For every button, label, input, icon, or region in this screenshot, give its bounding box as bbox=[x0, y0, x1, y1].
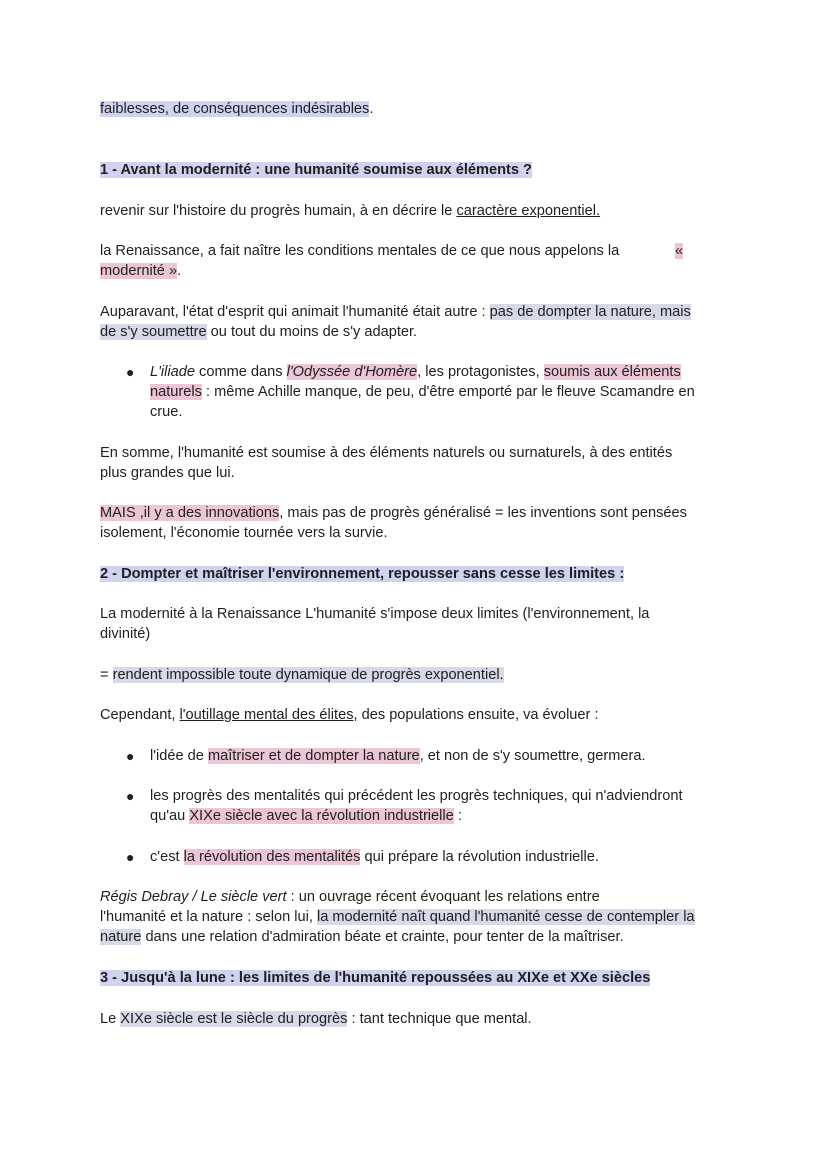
list-item: c'est la révolution des mentalités qui prépare la révolution industrielle. bbox=[150, 849, 599, 865]
list-item: les progrès des mentalités qui précédent les progrès techniques, qui n'adviendront bbox=[150, 788, 683, 804]
paragraph: = rendent impossible toute dynamique de progrès exponentiel. bbox=[100, 667, 504, 683]
quote-mark: « bbox=[675, 243, 684, 259]
highlight: faiblesses, de conséquences indésirables bbox=[100, 101, 370, 117]
paragraph: Le XIXe siècle est le siècle du progrès : tant technique que mental. bbox=[100, 1011, 532, 1027]
paragraph-cont: nature dans une relation d'admiration béate et crainte, pour tenter de la maîtriser. bbox=[100, 929, 624, 945]
section-3-heading: 3 - Jusqu'à la lune : les limites de l'humanité repoussées au XIXe et XXe siècles bbox=[100, 970, 651, 986]
list-item-cont: qu'au XIXe siècle avec la révolution industrielle : bbox=[150, 808, 462, 824]
bullet-dot: ● bbox=[126, 849, 135, 865]
paragraph: Auparavant, l'état d'esprit qui animait l'humanité était autre : pas de dompter la nature, mais bbox=[100, 304, 691, 320]
paragraph: la Renaissance, a fait naître les conditions mentales de ce que nous appelons la bbox=[100, 243, 620, 259]
paragraph-cont: l'humanité et la nature : selon lui, la modernité naît quand l'humanité cesse de contempler la bbox=[100, 909, 695, 925]
list-item: L'iliade comme dans l'Odyssée d'Homère, les protagonistes, soumis aux éléments bbox=[150, 364, 681, 380]
intro-line: faiblesses, de conséquences indésirables. bbox=[100, 101, 374, 117]
paragraph-cont: modernité ». bbox=[100, 263, 182, 279]
paragraph-cont: de s'y soumettre ou tout du moins de s'y adapter. bbox=[100, 324, 418, 340]
paragraph: Cependant, l'outillage mental des élites, des populations ensuite, va évoluer : bbox=[100, 707, 599, 723]
section-1-heading: 1 - Avant la modernité : une humanité soumise aux éléments ? bbox=[100, 162, 532, 178]
paragraph: revenir sur l'histoire du progrès humain, à en décrire le caractère exponentiel. bbox=[100, 203, 601, 219]
list-item-cont: naturels : même Achille manque, de peu, d'être emporté par le fleuve Scamandre en bbox=[150, 384, 695, 400]
paragraph-cont: plus grandes que lui. bbox=[100, 465, 235, 481]
list-item-cont: crue. bbox=[150, 404, 183, 420]
bullet-dot: ● bbox=[126, 788, 135, 804]
paragraph: Régis Debray / Le siècle vert : un ouvrage récent évoquant les relations entre bbox=[100, 889, 600, 905]
paragraph: MAIS ,il y a des innovations, mais pas de progrès généralisé = les inventions sont pensées bbox=[100, 505, 687, 521]
bullet-dot: ● bbox=[126, 364, 135, 380]
section-2-heading: 2 - Dompter et maîtriser l'environnement, repousser sans cesse les limites : bbox=[100, 566, 625, 582]
bullet-dot: ● bbox=[126, 748, 135, 764]
list-item: l'idée de maîtriser et de dompter la nature, et non de s'y soumettre, germera. bbox=[150, 748, 646, 764]
paragraph: En somme, l'humanité est soumise à des éléments naturels ou surnaturels, à des entités bbox=[100, 445, 673, 461]
paragraph: La modernité à la Renaissance L'humanité s'impose deux limites (l'environnement, la bbox=[100, 606, 650, 622]
paragraph-cont: isolement, l'économie tournée vers la survie. bbox=[100, 525, 388, 541]
paragraph-cont: divinité) bbox=[100, 626, 151, 642]
